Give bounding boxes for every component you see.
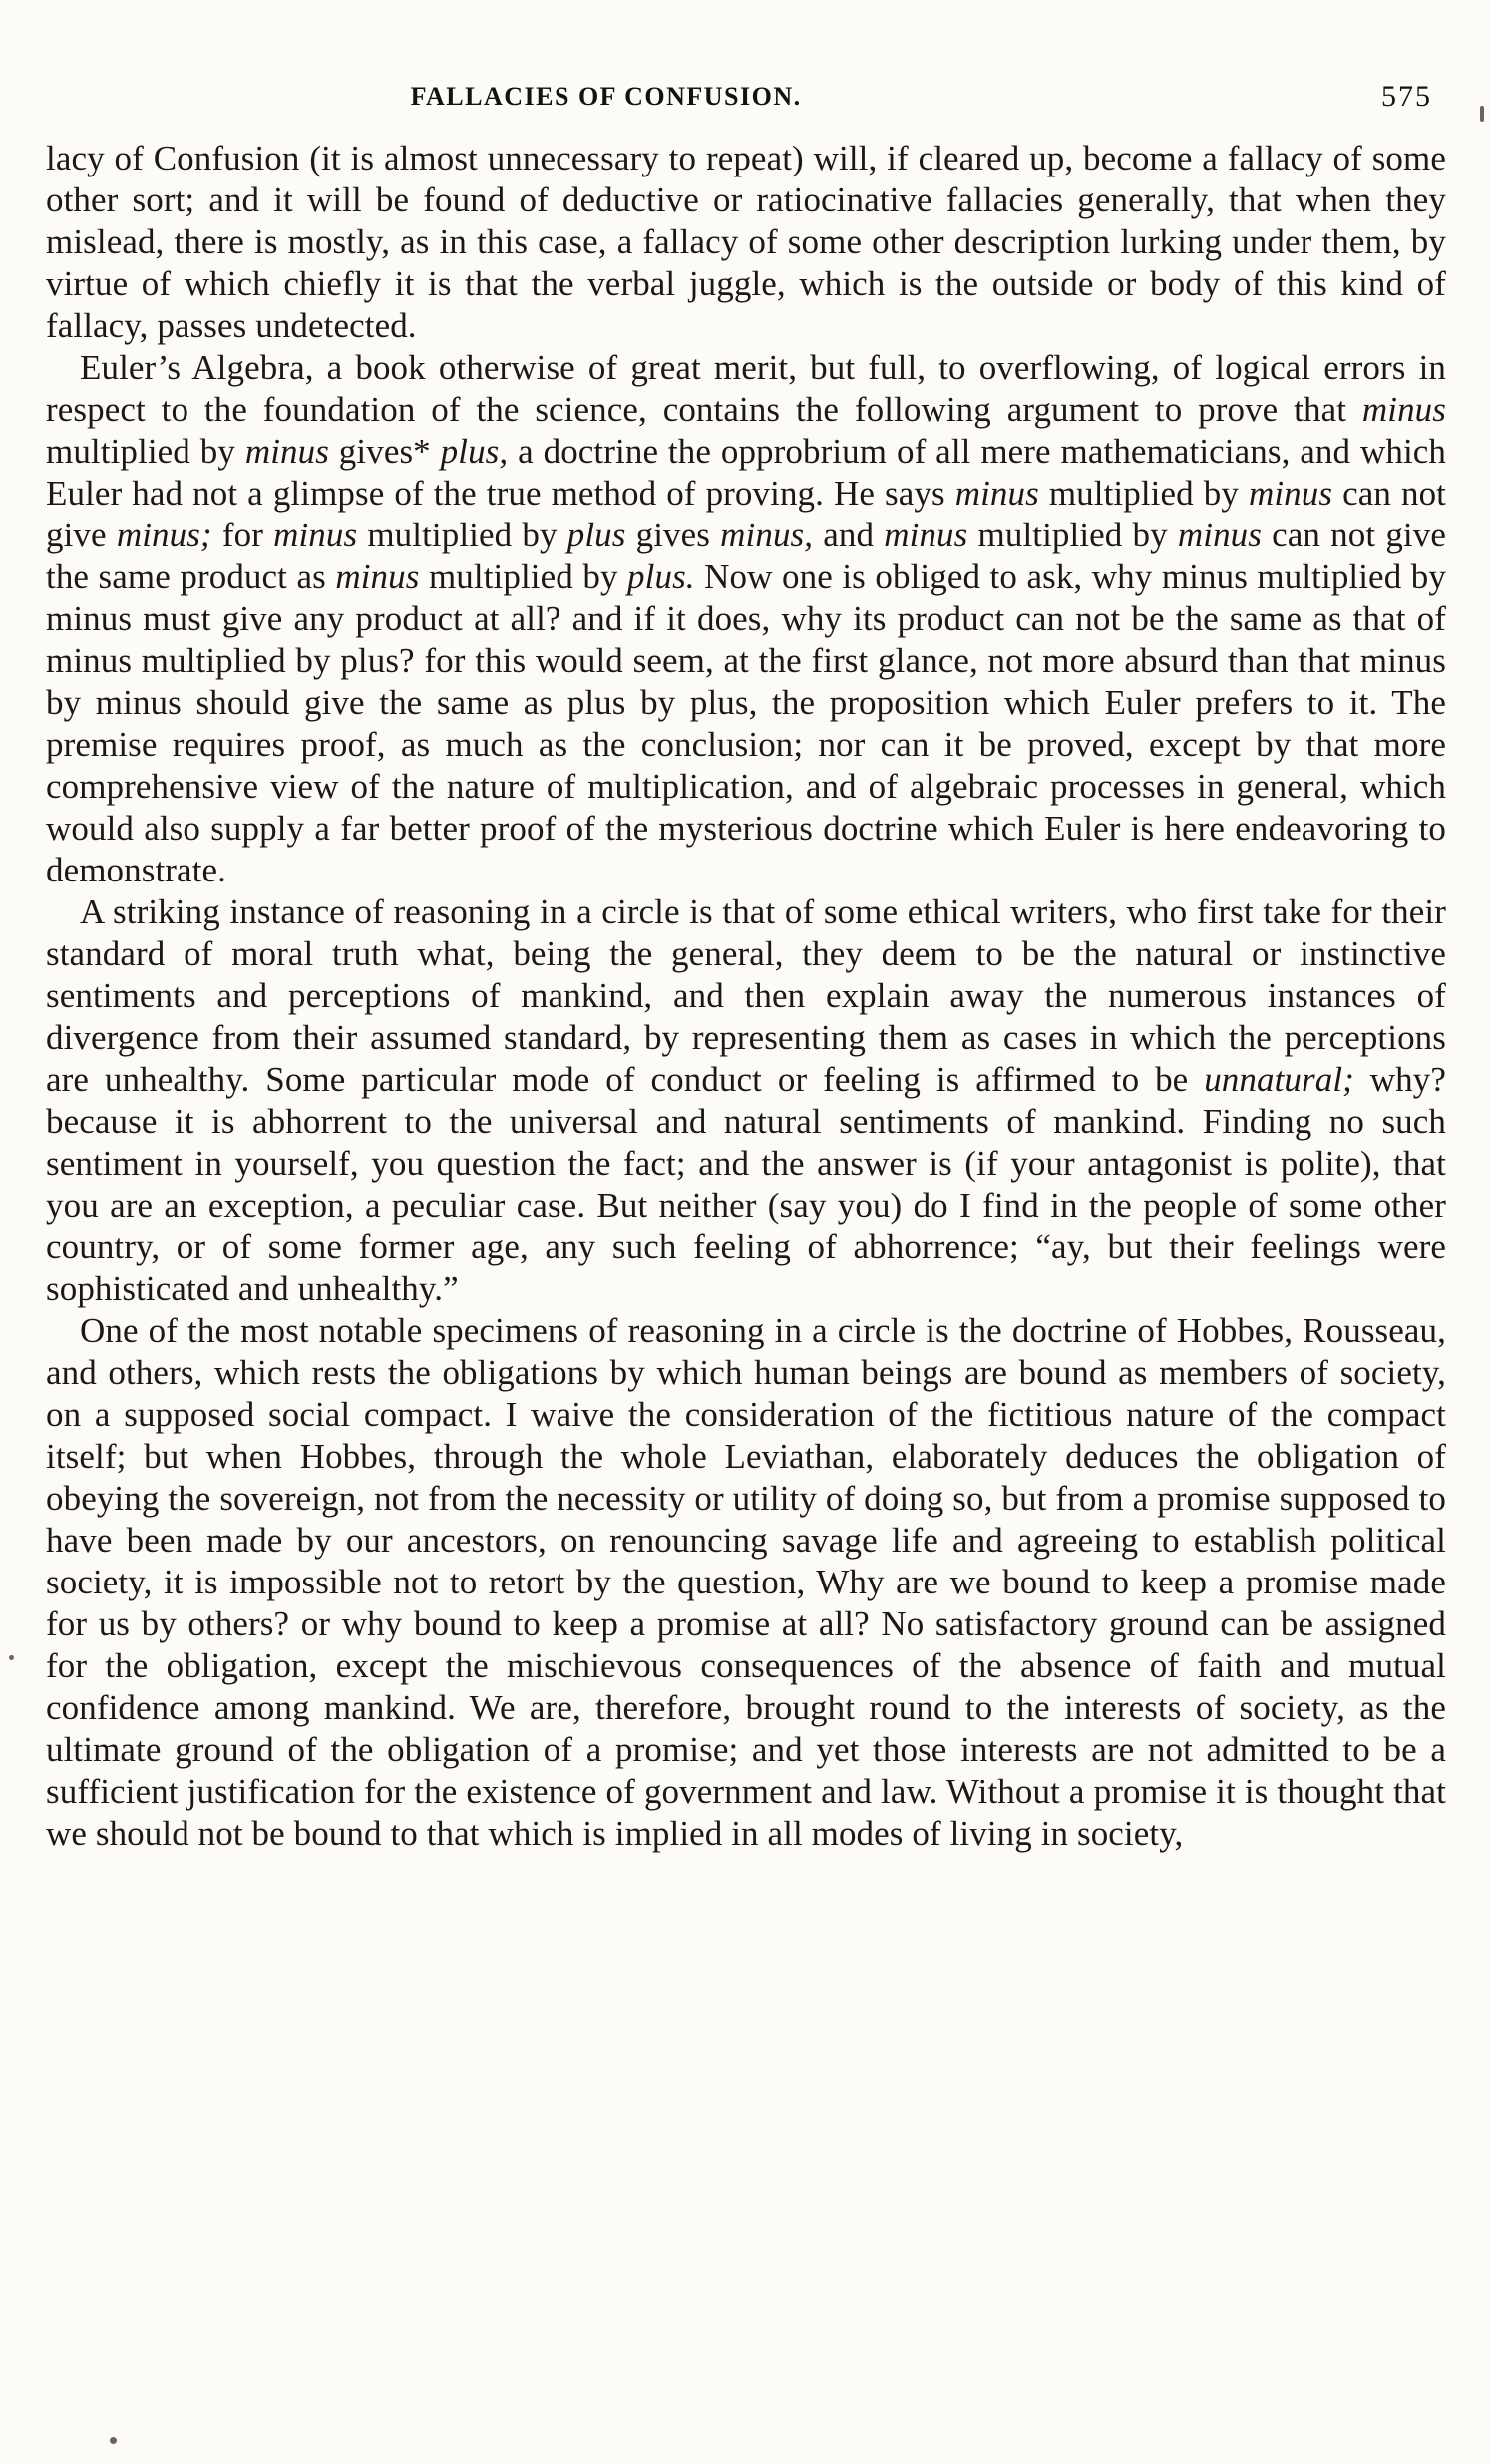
italic-text-run: minus <box>244 432 329 471</box>
scan-speck <box>110 2437 117 2444</box>
text-run: A striking instance of reasoning in a circle is that of some ethical writers, who first take for their standard of moral truth what, being the general, they deem to be the natural or instinctive sentiments and perceptions of mankind, and then explain away the numerous instances of divergence from their assumed standard, by representing them as cases in which the perceptions are unhealthy. Some particular mode of conduct or feeling is affirmed to be <box>46 892 1446 1099</box>
italic-text-run: minus; <box>116 516 212 554</box>
italic-text-run: plus <box>566 516 626 554</box>
text-run: multiplied by <box>967 516 1178 554</box>
paragraph <box>46 1310 1446 1855</box>
italic-text-run: unnatural; <box>1204 1060 1354 1099</box>
italic-text-run: minus, <box>720 516 814 554</box>
italic-text-run: minus <box>1248 474 1333 513</box>
text-run: lacy of Confusion (it is almost unnecessary to repeat) will, if cleared up, become a fallacy of some other sort; and it will be found of deductive or ratiocinative fallacies generally, that when they mislead, there is mostly, as in this case, a fallacy of some other description lurking under them, by virtue of which chiefly it is that the verbal juggle, which is the outside or body of this kind of fallacy, passes undetected. <box>46 139 1446 345</box>
paragraph <box>46 891 1446 1310</box>
page-header <box>46 82 1446 122</box>
text-run: multiplied by <box>46 432 245 471</box>
italic-text-run: plus. <box>627 557 695 596</box>
paragraph <box>46 138 1446 347</box>
text-run: a doctrine the opprobrium of all mere mathematicians, and which Euler had not a glimpse of the true method of proving. He says <box>46 432 1447 513</box>
text-run: Euler’s Algebra, a book otherwise of great merit, but full, to overflowing, of logical errors in respect to the foundation of the science, contains the following argument to prove that <box>46 348 1446 429</box>
text-run: Now one is obliged to ask, why minus multiplied by minus must give any product at all? and if it does, why its product can not be the same as that of minus multiplied by plus? for this would seem, at the first glance, not more absurd than that minus by minus should give the same as plus by plus, the proposition which Euler prefers to it. The premise requires proof, as much as the conclusion; nor can it be proved, except by that more comprehensive view of the nature of multiplication, and of algebraic processes in general, which would also supply a far better proof of the mysterious doctrine which Euler is here endeavoring to demonstrate. <box>46 557 1446 889</box>
scan-speck <box>9 1655 14 1660</box>
text-run: gives <box>625 516 721 554</box>
italic-text-run: minus <box>1361 390 1446 429</box>
text-run: why? because it is abhorrent to the universal and natural sentiments of mankind. Finding no such sentiment in yourself, you question the fact; and the answer is (if your antagonist is polite), that you are an exception, a peculiar case. But neither (say you) do I find in the people of some other country, or of some former age, any such feeling of abhorrence; “ay, but their feelings were sophisticated and unhealthy.” <box>46 1060 1447 1308</box>
text-run: can not give the same product as <box>46 516 1446 596</box>
page-number: 575 <box>1381 80 1432 113</box>
italic-text-run: minus <box>273 516 358 554</box>
body-text <box>46 138 1446 1855</box>
italic-text-run: minus <box>335 557 420 596</box>
text-run: and <box>813 516 885 554</box>
paragraph <box>46 347 1446 891</box>
italic-text-run: plus, <box>440 432 509 471</box>
text-run: for <box>211 516 274 554</box>
italic-text-run: minus <box>954 474 1039 513</box>
text-run: can not give <box>46 474 1446 554</box>
italic-text-run: minus <box>884 516 968 554</box>
scan-speck <box>1480 106 1484 122</box>
text-run: multiplied by <box>1038 474 1249 513</box>
running-title: FALLACIES OF CONFUSION. <box>410 82 802 111</box>
italic-text-run: minus <box>1177 516 1262 554</box>
text-run: gives* <box>328 432 441 471</box>
text-run: multiplied by <box>357 516 567 554</box>
text-run: multiplied by <box>419 557 628 596</box>
text-run: One of the most notable specimens of reasoning in a circle is the doctrine of Hobbes, Rousseau, and others, which rests the obligations by which human beings are bound as members of society, on a supposed social compact. I waive the consideration of the fictitious nature of the compact itself; but when Hobbes, through the whole Leviathan, elaborately deduces the obligation of obeying the sovereign, not from the necessity or utility of doing so, but from a promise supposed to have been made by our ancestors, on renouncing savage life and agreeing to establish political society, it is impossible not to retort by the question, Why are we bound to keep a promise made for us by others? or why bound to keep a promise at all? No satisfactory ground can be assigned for the obligation, except the mischievous consequences of the absence of faith and mutual confidence among mankind. We are, therefore, brought round to the interests of society, as the ultimate ground of the obligation of a promise; and yet those interests are not admitted to be a sufficient justification for the existence of government and law. Without a promise it is thought that we should not be bound to that which is implied in all modes of living in society, <box>46 1311 1446 1853</box>
